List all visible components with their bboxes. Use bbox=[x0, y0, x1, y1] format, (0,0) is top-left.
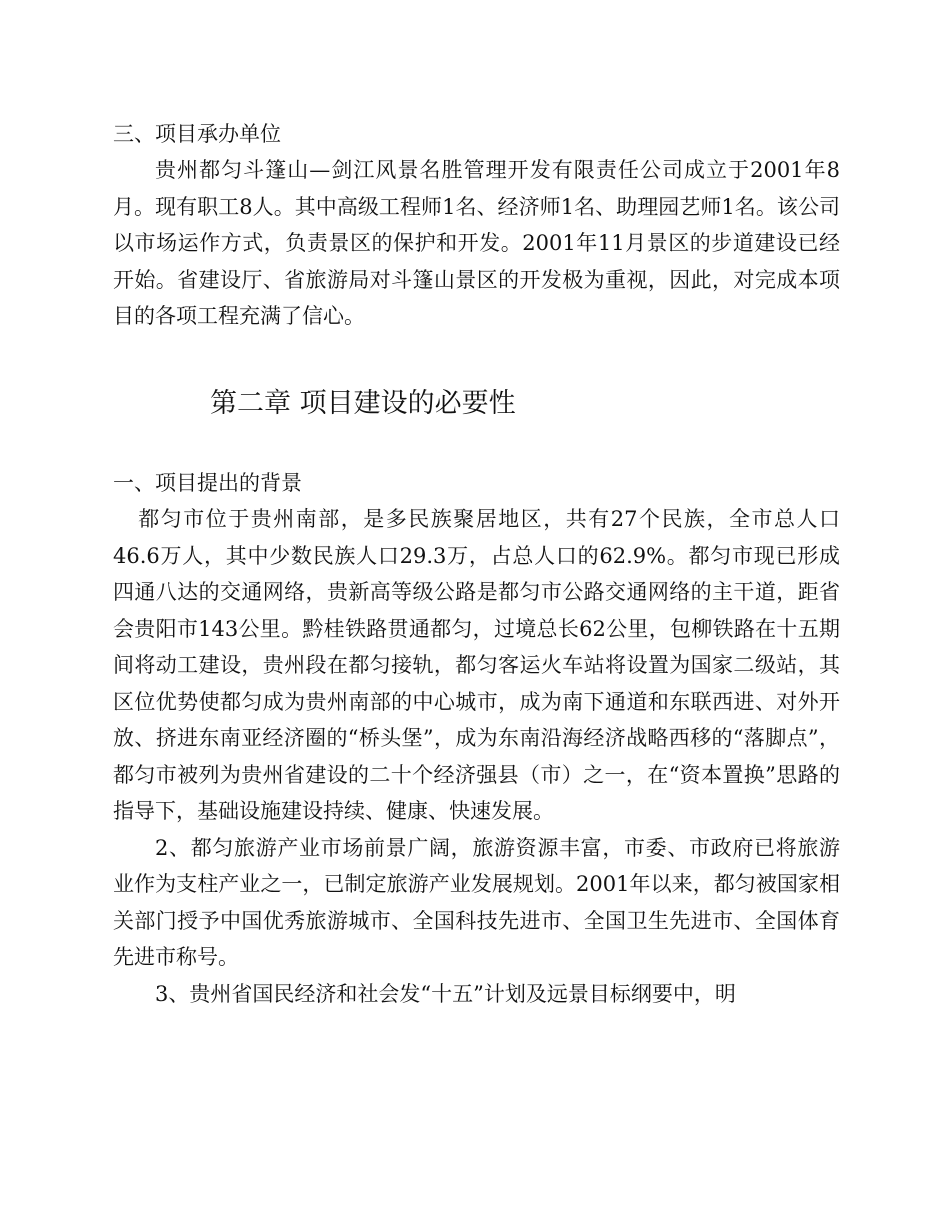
chapter-title: 第二章 项目建设的必要性 bbox=[210, 388, 516, 419]
section-heading: 三、项目承办单位 bbox=[113, 122, 281, 146]
section-background bbox=[113, 465, 840, 1012]
section-undertaking-unit bbox=[113, 116, 840, 335]
section-heading: 一、项目提出的背景 bbox=[113, 471, 302, 495]
tourism-paragraph: 2、都匀旅游产业市场前景广阔，旅游资源丰富，市委、市政府已将旅游业作为支柱产业之一，已制定旅游产业发展规划。2001年以来，都匀被国家相关部门授予中国优秀旅游城市、全国科技先进市、全国卫生先进市、全国体育先进市称号。 bbox=[113, 835, 840, 969]
company-paragraph: 贵州都匀斗篷山—剑江风景名胜管理开发有限责任公司成立于2001年8月。现有职工8人。其中高级工程师1名、经济师1名、助理园艺师1名。该公司以市场运作方式，负责景区的保护和开发。2001年11月景区的步道建设已经开始。省建设厅、省旅游局对斗篷山景区的开发极为重视，因此，对完成本项目的各项工程充满了信心。 bbox=[113, 158, 840, 328]
background-paragraph: 都匀市位于贵州南部，是多民族聚居地区，共有27个民族，全市总人口46.6万人，其中少数民族人口29.3万，占总人口的62.9%。都匀市现已形成四通八达的交通网络，贵新高等级公路是都匀市公路交通网络的主干道，距省会贵阳市143公里。黔桂铁路贯通都匀，过境总长62公里，包柳铁路在十五期间将动工建设，贵州段在都匀接轨，都匀客运火车站将设置为国家二级站，其区位优势使都匀成为贵州南部的中心城市，成为南下通道和东联西进、对外开放、挤进东南亚经济圈的“桥头堡”，成为东南沿海经济战略西移的“落脚点”，都匀市被列为贵州省建设的二十个经济强县（市）之一，在“资本置换”思路的指导下，基础设施建设持续、健康、快速发展。 bbox=[113, 507, 840, 823]
plan-paragraph: 3、贵州省国民经济和社会发“十五”计划及远景目标纲要中，明 bbox=[155, 981, 736, 1006]
